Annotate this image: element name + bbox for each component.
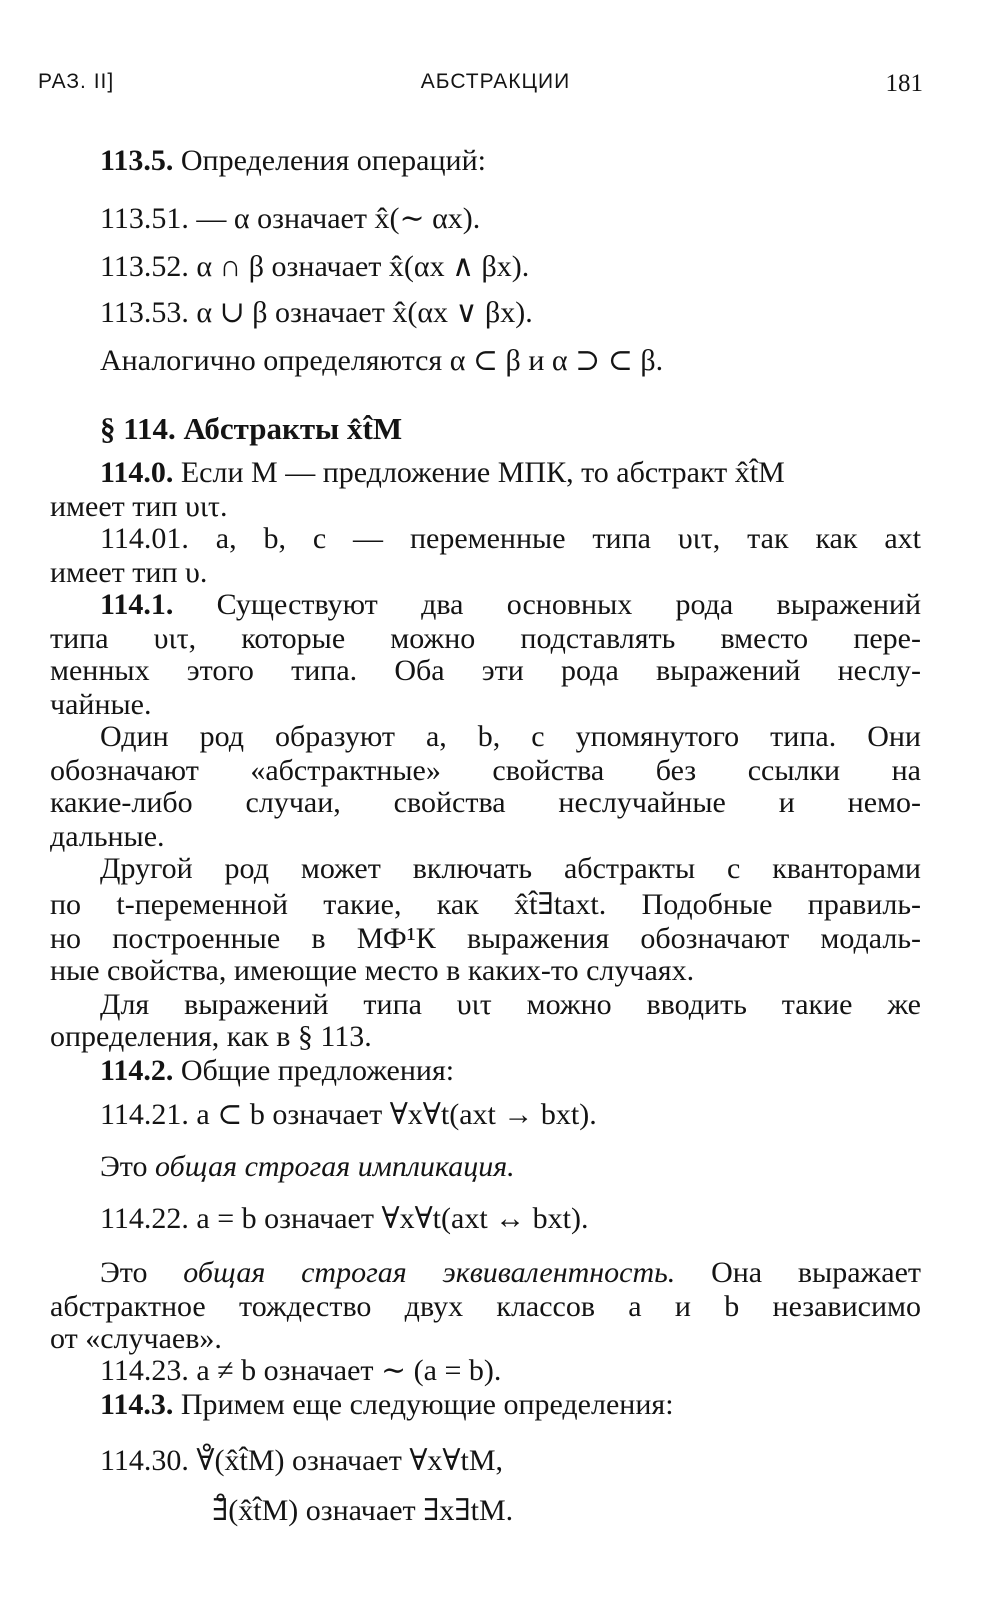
paragraph-114-1: 114.1. Существуют два основных рода выражений bbox=[100, 588, 921, 621]
text-line: Аналогично определяются α ⊂ β и α ⊃ ⊂ β. bbox=[100, 344, 664, 377]
text-line: Это общая строгая импликация. bbox=[100, 1150, 515, 1183]
definition-heading-114-3: 114.3. Примем еще следующие определения: bbox=[100, 1388, 674, 1421]
section-heading-114: § 114. Абстракты x̂t̂M bbox=[100, 411, 403, 446]
paragraph-114-01: 114.01. a, b, c — переменные типа υιτ, так как axt bbox=[100, 522, 921, 555]
text-line: имеет тип υιτ. bbox=[50, 490, 228, 523]
formula-113-52: 113.52. α ∩ β означает x̂(αx ∧ βx). bbox=[100, 250, 530, 283]
formula-114-23: 114.23. a ≠ b означает ∼ (a = b). bbox=[100, 1354, 502, 1387]
definition-heading-114-2: 114.2. Общие предложения: bbox=[100, 1054, 455, 1087]
formula-113-53: 113.53. α ∪ β означает x̂(αx ∨ βx). bbox=[100, 296, 533, 329]
text-line: Это общая строгая эквивалентность. Она выражает bbox=[100, 1256, 921, 1289]
formula-114-21: 114.21. a ⊂ b означает ∀x∀t(axt → bxt). bbox=[100, 1098, 597, 1131]
formula-114-30-cont: ∃̊(x̂t̂M) означает ∃x∃tM. bbox=[212, 1494, 514, 1527]
text-line: от «случаев». bbox=[50, 1322, 222, 1355]
page-number: 181 bbox=[885, 70, 923, 97]
text-line: менных этого типа. Оба эти рода выражений неслу- bbox=[50, 654, 921, 687]
chapter-reference: РАЗ. II] bbox=[38, 70, 115, 93]
text-line: чайные. bbox=[50, 688, 152, 721]
formula-114-30: 114.30. ∀̊(x̂t̂M) означает ∀x∀tM, bbox=[100, 1444, 504, 1477]
running-title: АБСТРАКЦИИ bbox=[420, 70, 571, 93]
definition-heading-113-5: 113.5. Определения операций: bbox=[100, 144, 486, 177]
text-line: Другой род может включать абстракты с кванторами bbox=[100, 852, 921, 885]
text-line: имеет тип υ. bbox=[50, 556, 208, 589]
text-line: абстрактное тождество двух классов a и b независимо bbox=[50, 1290, 921, 1323]
text-line: Один род образуют a, b, c упомянутого типа. Они bbox=[100, 720, 921, 753]
text-line: обозначают «абстрактные» свойства без ссылки на bbox=[50, 754, 921, 787]
text-line: ные свойства, имеющие место в каких-то случаях. bbox=[50, 954, 695, 987]
running-header bbox=[38, 70, 923, 102]
text-line: дальные. bbox=[50, 820, 165, 853]
formula-113-51: 113.51. — α означает x̂(∼ αx). bbox=[100, 202, 481, 235]
text-line: какие-либо случаи, свойства неслучайные и немо- bbox=[50, 786, 921, 819]
text-line: по t-переменной такие, как x̂t̂∃taxt. Подобные правиль- bbox=[50, 888, 921, 921]
text-line: определения, как в § 113. bbox=[50, 1020, 372, 1053]
text-line: Для выражений типа υιτ можно вводить такие же bbox=[100, 988, 921, 1021]
paragraph-114-0: 114.0. Если M — предложение МПК, то абстракт x̂t̂M bbox=[100, 456, 785, 489]
text-line: типа υιτ, которые можно подставлять вместо пере- bbox=[50, 622, 921, 655]
formula-114-22: 114.22. a = b означает ∀x∀t(axt ↔ bxt). bbox=[100, 1202, 589, 1235]
text-line: но построенные в МФ¹К выражения обозначают модаль- bbox=[50, 922, 921, 955]
